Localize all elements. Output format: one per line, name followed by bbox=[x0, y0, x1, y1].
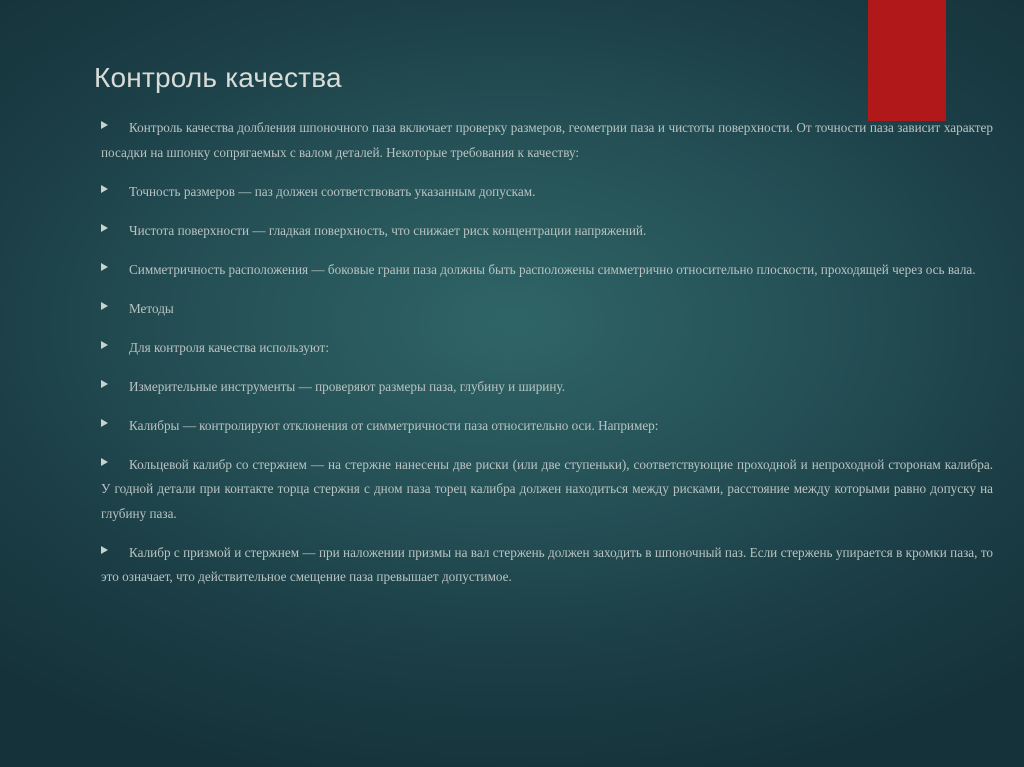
bullet-text: Для контроля качества используют: bbox=[129, 339, 329, 355]
triangle-bullet-icon bbox=[101, 302, 108, 310]
bullet-item bbox=[101, 541, 993, 590]
bullet-item bbox=[101, 180, 993, 205]
bullet-item bbox=[101, 258, 993, 283]
bullet-item bbox=[101, 219, 993, 244]
bullet-text: Измерительные инструменты — проверяют размеры паза, глубину и ширину. bbox=[129, 378, 565, 394]
bullet-text: Кольцевой калибр со стержнем — на стержне нанесены две риски (или две ступеньки), соответствующие проходной и непроходной сторонам калибра. У годной детали при контакте торца стержня с дном паза торец калибра должен находиться между рисками, расстояние между которыми равно допуску на глубину паза. bbox=[101, 456, 993, 521]
triangle-bullet-icon bbox=[101, 419, 108, 427]
triangle-bullet-icon bbox=[101, 263, 108, 271]
bullet-text: Калибр с призмой и стержнем — при наложении призмы на вал стержень должен заходить в шпоночный паз. Если стержень упирается в кромки паза, то это означает, что действительное смещение паза превышает допустимое. bbox=[101, 544, 993, 584]
triangle-bullet-icon bbox=[101, 380, 108, 388]
triangle-bullet-icon bbox=[101, 185, 108, 193]
bullet-text: Методы bbox=[129, 300, 174, 316]
triangle-bullet-icon bbox=[101, 341, 108, 349]
bullet-item bbox=[101, 336, 993, 361]
bullet-item bbox=[101, 297, 993, 322]
red-accent-bar bbox=[868, 0, 946, 121]
slide-title: Контроль качества bbox=[94, 62, 342, 93]
bullet-text: Контроль качества долбления шпоночного паза включает проверку размеров, геометрии паза и чистоты поверхности. От точности паза зависит характер посадки на шпонку сопрягаемых с валом деталей. Некоторые требования к качеству: bbox=[101, 120, 993, 160]
triangle-bullet-icon bbox=[101, 546, 108, 554]
triangle-bullet-icon bbox=[101, 224, 108, 232]
bullet-item bbox=[101, 453, 993, 527]
triangle-bullet-icon bbox=[101, 458, 108, 466]
bullet-text: Симметричность расположения — боковые грани паза должны быть расположены симметрично относительно плоскости, проходящей через ось вала. bbox=[129, 261, 976, 277]
bullet-text: Чистота поверхности — гладкая поверхность, что снижает риск концентрации напряжений. bbox=[129, 222, 647, 238]
bullet-text: Калибры — контролируют отклонения от симметричности паза относительно оси. Например: bbox=[129, 417, 659, 433]
triangle-bullet-icon bbox=[101, 121, 108, 129]
bullet-list bbox=[101, 116, 993, 604]
bullet-item bbox=[101, 116, 993, 165]
bullet-text: Точность размеров — паз должен соответствовать указанным допускам. bbox=[129, 183, 536, 199]
bullet-item bbox=[101, 414, 993, 439]
bullet-item bbox=[101, 375, 993, 400]
